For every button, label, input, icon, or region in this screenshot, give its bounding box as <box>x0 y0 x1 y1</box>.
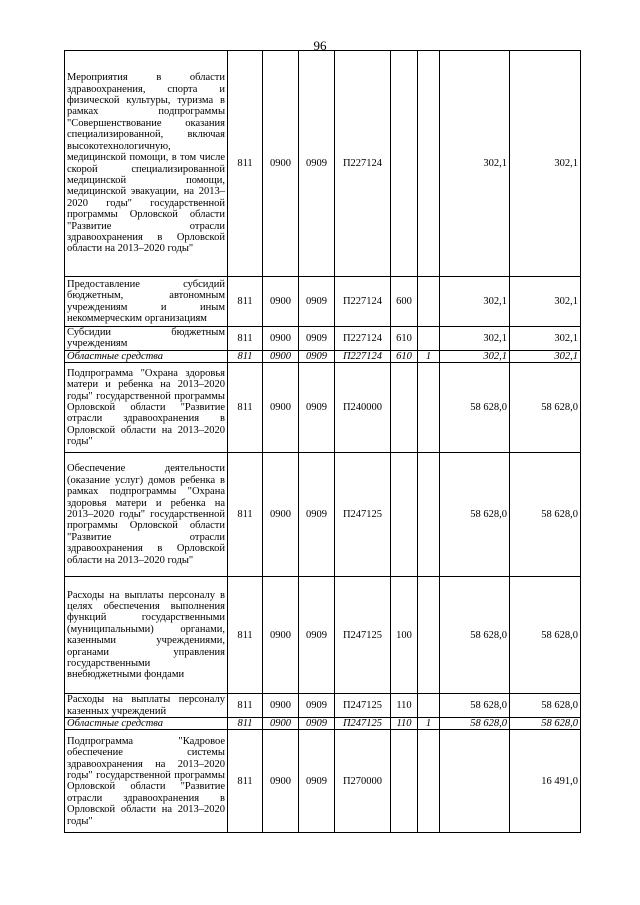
description-cell: Областные средства <box>65 718 228 730</box>
admin-code-cell: 811 <box>228 51 263 277</box>
target-code-cell: П227124 <box>335 327 391 351</box>
section-code-cell: 0900 <box>263 363 299 453</box>
section-code-cell: 0900 <box>263 277 299 327</box>
amount-cell: 302,1 <box>440 51 510 277</box>
total-cell: 16 491,0 <box>510 730 581 833</box>
target-code-cell: П247125 <box>335 453 391 577</box>
amount-cell: 302,1 <box>440 327 510 351</box>
admin-code-cell: 811 <box>228 694 263 718</box>
expense-type-cell <box>391 51 418 277</box>
subsection-code-cell: 0909 <box>299 327 335 351</box>
description-cell: Мероприятия в области здравоохранения, спорта и физической культуры, туризма в рамках подпрограммы "Совершенствование оказания специализированной, включая высокотехнологичную, медицинской помощи, в том числе скорой специализированной медицинской помощи, медицинской эвакуации, на 2013–2020 годы" государственной программы Орловской области "Развитие отрасли здравоохранения в Орловской области на 2013–2020 годы" <box>65 51 228 277</box>
expense-type-cell: 110 <box>391 694 418 718</box>
expense-type-cell <box>391 730 418 833</box>
total-cell: 58 628,0 <box>510 363 581 453</box>
total-cell: 58 628,0 <box>510 577 581 694</box>
amount-cell: 302,1 <box>440 277 510 327</box>
amount-cell: 58 628,0 <box>440 718 510 730</box>
expense-type-cell: 110 <box>391 718 418 730</box>
section-code-cell: 0900 <box>263 718 299 730</box>
target-code-cell: П270000 <box>335 730 391 833</box>
amount-cell: 58 628,0 <box>440 363 510 453</box>
description-cell: Расходы на выплаты персоналу казенных учреждений <box>65 694 228 718</box>
table-row <box>65 694 581 718</box>
expense-type-cell <box>391 453 418 577</box>
expense-type-cell: 610 <box>391 327 418 351</box>
target-code-cell: П247125 <box>335 718 391 730</box>
subsection-code-cell: 0909 <box>299 577 335 694</box>
funding-source-cell <box>418 694 440 718</box>
funding-source-cell <box>418 363 440 453</box>
funding-source-cell <box>418 453 440 577</box>
expense-type-cell: 610 <box>391 350 418 362</box>
funding-source-cell: 1 <box>418 718 440 730</box>
page-number: 96 <box>313 38 327 53</box>
funding-source-cell <box>418 51 440 277</box>
target-code-cell: П247125 <box>335 694 391 718</box>
section-code-cell: 0900 <box>263 51 299 277</box>
subsection-code-cell: 0909 <box>299 363 335 453</box>
description-cell: Субсидии бюджетным учреждениям <box>65 327 228 351</box>
subsection-code-cell: 0909 <box>299 350 335 362</box>
total-cell: 58 628,0 <box>510 453 581 577</box>
total-cell: 302,1 <box>510 350 581 362</box>
admin-code-cell: 811 <box>228 730 263 833</box>
description-cell: Подпрограмма "Охрана здоровья матери и ребенка на 2013–2020 годы" государственной программы Орловской области "Развитие отрасли здравоохранения в Орловской области на 2013–2020 годы" <box>65 363 228 453</box>
table-row <box>65 577 581 694</box>
funding-source-row <box>65 718 581 730</box>
amount-cell: 58 628,0 <box>440 694 510 718</box>
table-row <box>65 363 581 453</box>
expense-type-cell: 100 <box>391 577 418 694</box>
target-code-cell: П227124 <box>335 277 391 327</box>
description-cell: Расходы на выплаты персоналу в целях обеспечения выполнения функций государственными (муниципальными) органами, казенными учреждениями, органами управления государственными внебюджетными фондами <box>65 577 228 694</box>
admin-code-cell: 811 <box>228 350 263 362</box>
admin-code-cell: 811 <box>228 327 263 351</box>
total-cell: 302,1 <box>510 277 581 327</box>
table-row <box>65 51 581 277</box>
admin-code-cell: 811 <box>228 277 263 327</box>
description-cell: Предоставление субсидий бюджетным, автономным учреждениям и иным некоммерческим организациям <box>65 277 228 327</box>
table-row <box>65 453 581 577</box>
table-row <box>65 277 581 327</box>
section-code-cell: 0900 <box>263 577 299 694</box>
total-cell: 58 628,0 <box>510 718 581 730</box>
total-cell: 302,1 <box>510 327 581 351</box>
total-cell: 302,1 <box>510 51 581 277</box>
target-code-cell: П227124 <box>335 51 391 277</box>
total-cell: 58 628,0 <box>510 694 581 718</box>
section-code-cell: 0900 <box>263 730 299 833</box>
amount-cell: 302,1 <box>440 350 510 362</box>
description-cell: Обеспечение деятельности (оказание услуг) домов ребенка в рамках подпрограммы "Охрана здоровья матери и ребенка на 2013–2020 годы" государственной программы Орловской области "Развитие отрасли здравоохранения в Орловской области на 2013–2020 годы" <box>65 453 228 577</box>
description-cell: Областные средства <box>65 350 228 362</box>
subsection-code-cell: 0909 <box>299 51 335 277</box>
admin-code-cell: 811 <box>228 577 263 694</box>
section-code-cell: 0900 <box>263 327 299 351</box>
section-code-cell: 0900 <box>263 694 299 718</box>
subsection-code-cell: 0909 <box>299 277 335 327</box>
admin-code-cell: 811 <box>228 363 263 453</box>
funding-source-cell <box>418 277 440 327</box>
description-cell: Подпрограмма "Кадровое обеспечение системы здравоохранения на 2013–2020 годы" государственной программы Орловской области "Развитие отрасли здравоохранения в Орловской области на 2013–2020 годы" <box>65 730 228 833</box>
table-row <box>65 730 581 833</box>
funding-source-cell <box>418 327 440 351</box>
funding-source-cell <box>418 577 440 694</box>
expense-type-cell: 600 <box>391 277 418 327</box>
subsection-code-cell: 0909 <box>299 718 335 730</box>
funding-source-row <box>65 350 581 362</box>
amount-cell: 58 628,0 <box>440 453 510 577</box>
admin-code-cell: 811 <box>228 718 263 730</box>
table-row <box>65 327 581 351</box>
funding-source-cell: 1 <box>418 350 440 362</box>
section-code-cell: 0900 <box>263 453 299 577</box>
amount-cell: 58 628,0 <box>440 577 510 694</box>
target-code-cell: П247125 <box>335 577 391 694</box>
admin-code-cell: 811 <box>228 453 263 577</box>
subsection-code-cell: 0909 <box>299 694 335 718</box>
amount-cell <box>440 730 510 833</box>
funding-source-cell <box>418 730 440 833</box>
target-code-cell: П227124 <box>335 350 391 362</box>
expense-type-cell <box>391 363 418 453</box>
subsection-code-cell: 0909 <box>299 453 335 577</box>
target-code-cell: П240000 <box>335 363 391 453</box>
subsection-code-cell: 0909 <box>299 730 335 833</box>
table-body <box>65 51 581 833</box>
budget-table <box>64 50 581 833</box>
section-code-cell: 0900 <box>263 350 299 362</box>
